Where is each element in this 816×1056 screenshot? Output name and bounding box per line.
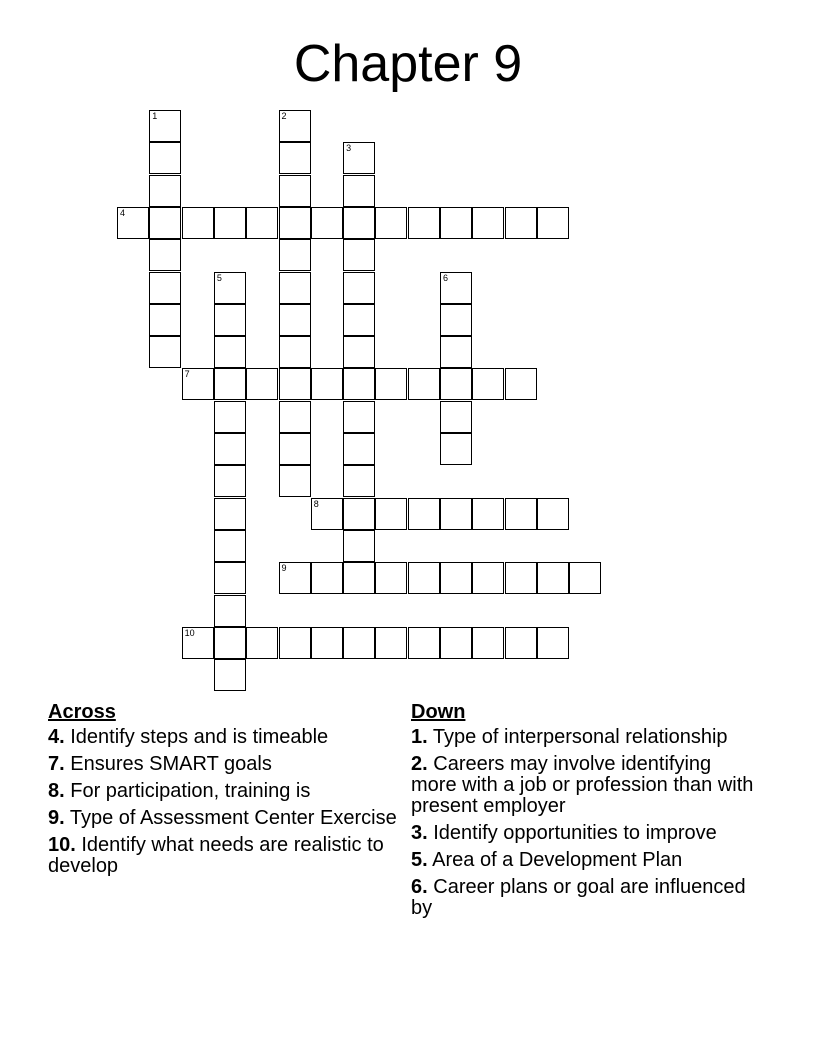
grid-cell[interactable] xyxy=(311,627,343,659)
clue-text: Type of interpersonal relationship xyxy=(432,726,728,748)
grid-cell[interactable] xyxy=(279,304,311,336)
grid-cell[interactable] xyxy=(408,562,440,594)
grid-cell[interactable] xyxy=(117,207,149,239)
down-clues xyxy=(411,700,761,925)
grid-cell[interactable] xyxy=(505,627,537,659)
grid-cell[interactable] xyxy=(505,562,537,594)
grid-cell[interactable] xyxy=(214,401,246,433)
grid-cell[interactable] xyxy=(440,562,472,594)
grid-cell[interactable] xyxy=(537,627,569,659)
grid-cell[interactable] xyxy=(214,659,246,691)
grid-cell[interactable] xyxy=(408,498,440,530)
grid-cell[interactable] xyxy=(375,562,407,594)
down-clue xyxy=(411,850,761,871)
grid-cell[interactable] xyxy=(472,368,504,400)
clue-text: Identify opportunities to improve xyxy=(433,822,717,844)
grid-cell[interactable] xyxy=(311,498,343,530)
grid-cell[interactable] xyxy=(214,627,246,659)
clue-text: Careers may involve identifying more with a job or profession than with present employer xyxy=(411,753,754,817)
cell-number: 10 xyxy=(184,627,195,638)
grid-cell[interactable] xyxy=(279,401,311,433)
grid-cell[interactable] xyxy=(537,562,569,594)
grid-cell[interactable] xyxy=(214,336,246,368)
cell-number: 8 xyxy=(313,498,319,509)
grid-cell[interactable] xyxy=(279,272,311,304)
grid-cell[interactable] xyxy=(246,207,278,239)
grid-cell[interactable] xyxy=(569,562,601,594)
grid-cell[interactable] xyxy=(149,304,181,336)
clue-text: Identify what needs are realistic to develop xyxy=(48,834,384,877)
clue-number: 7. xyxy=(48,753,65,775)
down-heading: Down xyxy=(411,701,466,723)
grid-cell[interactable] xyxy=(440,336,472,368)
clue-text: For participation, training is xyxy=(70,780,311,802)
grid-cell[interactable] xyxy=(246,368,278,400)
clue-number: 9. xyxy=(48,807,65,829)
grid-cell[interactable] xyxy=(182,368,214,400)
grid-cell[interactable] xyxy=(440,272,472,304)
grid-cell[interactable] xyxy=(214,530,246,562)
clue-number: 4. xyxy=(48,726,65,748)
clue-text: Career plans or goal are influenced by xyxy=(411,876,746,919)
grid-cell[interactable] xyxy=(343,239,375,271)
grid-cell[interactable] xyxy=(149,272,181,304)
grid-cell[interactable] xyxy=(311,207,343,239)
grid-cell[interactable] xyxy=(149,142,181,174)
grid-cell[interactable] xyxy=(440,368,472,400)
grid-cell[interactable] xyxy=(343,627,375,659)
grid-cell[interactable] xyxy=(149,239,181,271)
grid-cell[interactable] xyxy=(279,433,311,465)
grid-cell[interactable] xyxy=(279,110,311,142)
page-title: Chapter 9 xyxy=(293,35,523,93)
grid-cell[interactable] xyxy=(149,207,181,239)
clue-text: Area of a Development Plan xyxy=(432,849,683,871)
grid-cell[interactable] xyxy=(279,465,311,497)
grid-cell[interactable] xyxy=(440,401,472,433)
grid-cell[interactable] xyxy=(182,207,214,239)
grid-cell[interactable] xyxy=(375,498,407,530)
grid-cell[interactable] xyxy=(343,433,375,465)
across-heading: Across xyxy=(48,701,116,723)
grid-cell[interactable] xyxy=(505,498,537,530)
across-clue xyxy=(48,808,398,829)
cell-number: 5 xyxy=(216,272,222,283)
cell-number: 3 xyxy=(346,143,352,154)
grid-cell[interactable] xyxy=(279,627,311,659)
grid-cell[interactable] xyxy=(279,239,311,271)
grid-cell[interactable] xyxy=(408,207,440,239)
clue-number: 8. xyxy=(48,780,65,802)
grid-cell[interactable] xyxy=(343,336,375,368)
clue-number: 3. xyxy=(411,822,428,844)
grid-cell[interactable] xyxy=(343,368,375,400)
grid-cell[interactable] xyxy=(472,562,504,594)
grid-cell[interactable] xyxy=(440,498,472,530)
grid-cell[interactable] xyxy=(440,627,472,659)
down-clue xyxy=(411,727,761,748)
down-clue xyxy=(411,823,761,844)
across-clue xyxy=(48,781,398,802)
grid-cell[interactable] xyxy=(343,207,375,239)
grid-cell[interactable] xyxy=(214,498,246,530)
grid-cell[interactable] xyxy=(149,110,181,142)
clue-number: 5. xyxy=(411,849,428,871)
grid-cell[interactable] xyxy=(343,401,375,433)
down-clue xyxy=(411,754,761,817)
grid-cell[interactable] xyxy=(440,304,472,336)
clue-number: 10. xyxy=(48,834,76,856)
grid-cell[interactable] xyxy=(311,562,343,594)
grid-cell[interactable] xyxy=(505,207,537,239)
clue-text: Identify steps and is timeable xyxy=(70,726,329,748)
grid-cell[interactable] xyxy=(246,627,278,659)
grid-cell[interactable] xyxy=(343,562,375,594)
grid-cell[interactable] xyxy=(214,595,246,627)
cell-number: 4 xyxy=(120,207,126,218)
grid-cell[interactable] xyxy=(279,207,311,239)
grid-cell[interactable] xyxy=(214,272,246,304)
grid-cell[interactable] xyxy=(375,627,407,659)
clue-text: Type of Assessment Center Exercise xyxy=(69,807,397,829)
grid-cell[interactable] xyxy=(408,627,440,659)
cell-number: 7 xyxy=(184,369,190,380)
grid-cell[interactable] xyxy=(279,175,311,207)
clue-text: Ensures SMART goals xyxy=(70,753,272,775)
grid-cell[interactable] xyxy=(505,368,537,400)
grid-cell[interactable] xyxy=(149,336,181,368)
clue-number: 6. xyxy=(411,876,428,898)
cell-number: 9 xyxy=(281,563,287,574)
across-clue xyxy=(48,727,398,748)
grid-cell[interactable] xyxy=(472,627,504,659)
grid-cell[interactable] xyxy=(375,207,407,239)
grid-cell[interactable] xyxy=(343,142,375,174)
grid-cell[interactable] xyxy=(279,336,311,368)
cell-number: 6 xyxy=(443,272,449,283)
grid-cell[interactable] xyxy=(408,368,440,400)
grid-cell[interactable] xyxy=(375,368,407,400)
grid-cell[interactable] xyxy=(214,465,246,497)
down-clue xyxy=(411,877,761,919)
clue-number: 2. xyxy=(411,753,428,775)
grid-cell[interactable] xyxy=(440,207,472,239)
grid-cell[interactable] xyxy=(149,175,181,207)
across-clues xyxy=(48,700,398,883)
grid-cell[interactable] xyxy=(182,627,214,659)
grid-cell[interactable] xyxy=(472,207,504,239)
grid-cell[interactable] xyxy=(214,207,246,239)
grid-cell[interactable] xyxy=(343,304,375,336)
grid-cell[interactable] xyxy=(214,304,246,336)
cell-number: 2 xyxy=(281,111,287,121)
across-clue xyxy=(48,754,398,775)
clue-number: 1. xyxy=(411,726,428,748)
grid-cell[interactable] xyxy=(537,498,569,530)
grid-cell[interactable] xyxy=(343,498,375,530)
grid-cell[interactable] xyxy=(279,562,311,594)
across-clue xyxy=(48,835,398,877)
grid-cell[interactable] xyxy=(343,530,375,562)
grid-cell[interactable] xyxy=(343,465,375,497)
grid-cell[interactable] xyxy=(343,272,375,304)
grid-cell[interactable] xyxy=(279,142,311,174)
cell-number: 1 xyxy=(152,111,158,121)
grid-cell[interactable] xyxy=(311,368,343,400)
grid-cell[interactable] xyxy=(472,498,504,530)
grid-cell[interactable] xyxy=(343,175,375,207)
grid-cell[interactable] xyxy=(537,207,569,239)
grid-cell[interactable] xyxy=(279,368,311,400)
grid-cell[interactable] xyxy=(440,433,472,465)
grid-cell[interactable] xyxy=(214,433,246,465)
grid-cell[interactable] xyxy=(214,562,246,594)
grid-cell[interactable] xyxy=(214,368,246,400)
